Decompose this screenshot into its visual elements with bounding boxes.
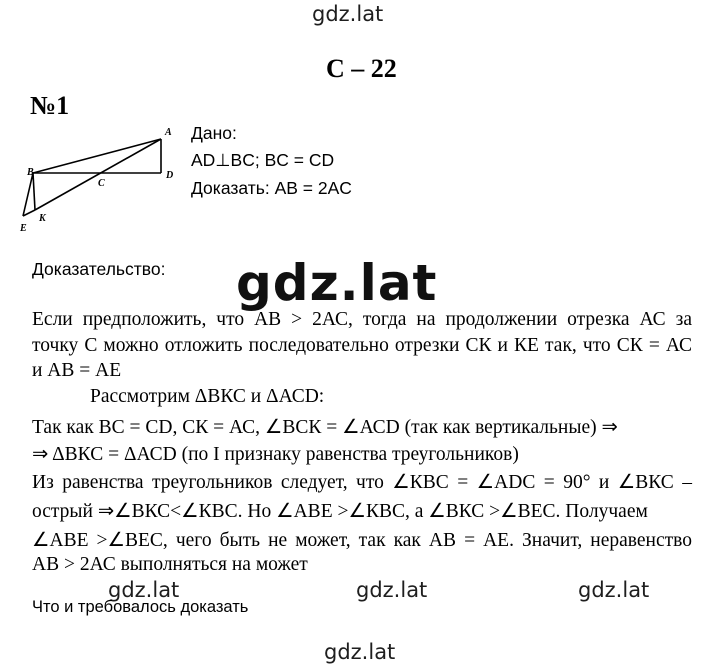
given-heading: Дано: <box>191 123 237 143</box>
given-prove: Доказать: AB = 2AC <box>191 178 352 198</box>
given-condition: AD⊥BC; BC = CD <box>191 150 335 170</box>
segment-ak <box>35 139 161 210</box>
point-a-label: A <box>165 127 172 138</box>
section-title: С – 22 <box>326 54 397 83</box>
segment-ab <box>33 139 161 173</box>
segment-be <box>23 173 33 216</box>
watermark-bottom: gdz.lat <box>324 640 396 664</box>
watermark-top: gdz.lat <box>312 2 384 26</box>
proof-line-9: ∠АВЕ >∠ВЕС, чего быть не может, так как АВ = АЕ. Значит, неравенство <box>32 530 692 551</box>
watermark-row-1: gdz.lat <box>108 578 180 602</box>
point-c-label: C <box>98 178 105 189</box>
proof-line-3: и АВ = АЕ <box>32 360 122 381</box>
watermark-row-2: gdz.lat <box>356 578 428 602</box>
point-d-label: D <box>166 170 174 181</box>
point-k-label: K <box>39 213 46 224</box>
proof-line-2: точку С можно отложить последовательно отрезки СК и КЕ так, что СК = АС <box>32 335 692 356</box>
geometry-figure <box>14 124 184 234</box>
watermark-row-3: gdz.lat <box>578 578 650 602</box>
proof-heading: Доказательство: <box>32 259 166 279</box>
proof-line-1: Если предположить, что АВ > 2АС, тогда на продолжении отрезка АС за <box>32 309 692 330</box>
watermark-center: gdz.lat <box>236 254 438 312</box>
proof-line-5: Так как ВС = СD, СК = АС, ∠ВСК = ∠АСD (так как вертикальные) ⇒ <box>32 417 618 438</box>
proof-line-8: острый ⇒∠ВКС<∠КВС. Но ∠АВЕ >∠КВС, а ∠ВКС >∠ВЕС. Получаем <box>32 501 648 522</box>
point-e-label: E <box>20 223 27 234</box>
proof-line-10: АВ > 2АС выполняться на может <box>32 554 308 575</box>
proof-line-4: Рассмотрим ΔВКС и ΔАСD: <box>90 386 325 407</box>
proof-line-7: Из равенства треугольников следует, что ∠КВС = ∠АDС = 90° и ∠ВКС – <box>32 472 692 493</box>
problem-number: №1 <box>30 91 70 120</box>
figure-lines <box>23 139 161 216</box>
segment-bk <box>33 173 35 210</box>
point-b-label: B <box>27 167 34 178</box>
proof-line-6: ⇒ ΔВКС = ΔАСD (по I признаку равенства треугольников) <box>32 444 519 465</box>
conclusion: Что и требовалось доказать <box>32 598 249 616</box>
